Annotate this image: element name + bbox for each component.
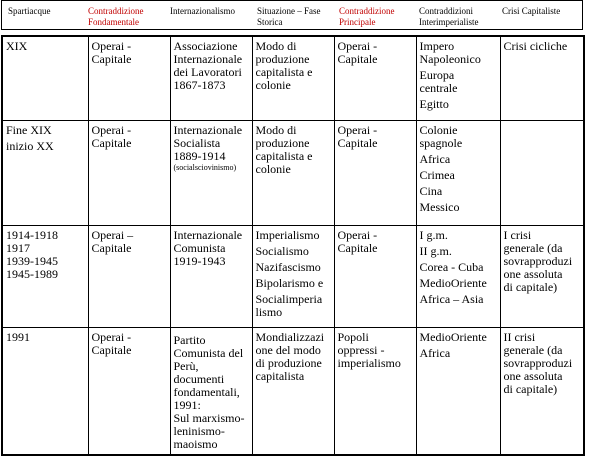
- header-contraddizioni-interimperialiste: [419, 6, 478, 28]
- cell-line: Capitale: [337, 52, 378, 66]
- cell-line: Perù, documenti: [173, 358, 225, 386]
- cell-line: imperialismo: [337, 355, 401, 370]
- header-line: Contraddizioni: [419, 6, 473, 16]
- cell-line: Messico: [419, 199, 460, 214]
- cell-line: Capitale: [91, 52, 132, 66]
- cell-line: colonie: [255, 161, 291, 176]
- cell-line: I g.m.: [419, 227, 448, 242]
- cell-line: Capitale: [91, 240, 132, 255]
- cell-line: 1939-1945: [6, 253, 58, 268]
- cell-interimperialist: [416, 36, 500, 120]
- cell-line: Europa: [419, 68, 455, 82]
- cell-line: one del modo: [255, 342, 321, 357]
- cell-line: Capitale: [337, 135, 378, 150]
- cell-principal: [334, 225, 416, 327]
- cell-note: (socialsciovinismo): [173, 162, 237, 172]
- cell-line: Internazionale: [173, 227, 243, 242]
- cell-line: Bipolarismo e: [255, 275, 324, 290]
- cell-line: Fine XIX: [6, 122, 52, 137]
- cell-line: Modo di: [255, 122, 297, 137]
- table-row: [2, 225, 584, 327]
- cell-situation: [252, 225, 334, 327]
- cell-line: di capitale): [503, 279, 558, 294]
- cell-line: dei Lavoratori: [173, 65, 242, 79]
- cell-line: Impero: [419, 39, 455, 53]
- cell-period: [2, 36, 88, 120]
- cell-principal: [334, 36, 416, 120]
- header-contraddizione-fondamentale: [88, 6, 144, 28]
- cell-line: MedioOriente: [419, 329, 487, 344]
- cell-fundamental: [88, 225, 170, 327]
- table-row: [2, 327, 584, 455]
- cell-crisis: [500, 225, 584, 327]
- header-line: Principale: [339, 17, 376, 27]
- cell-period: [2, 225, 88, 327]
- cell-line: produzione: [255, 135, 310, 150]
- cell-line: generale (da: [503, 342, 563, 357]
- cell-line: capitalista: [255, 368, 305, 383]
- cell-principal: [334, 120, 416, 225]
- cell-line: maoismo: [173, 436, 218, 451]
- header-line: Storica: [257, 17, 283, 27]
- cell-line: oppressi -: [337, 342, 385, 357]
- cell-crisis: [500, 36, 584, 120]
- cell-line: Partito: [173, 332, 206, 347]
- cell-line: Socialismo: [255, 243, 309, 258]
- header-crisi-capitaliste: Crisi Capitaliste: [502, 6, 561, 16]
- cell-crisis: [500, 120, 584, 225]
- cell-line: 1917: [6, 240, 30, 255]
- cell-line: Nazifascismo: [255, 259, 321, 274]
- cell-line: Operai -: [91, 329, 132, 344]
- cell-interimperialist: [416, 120, 500, 225]
- table-row: [2, 36, 584, 120]
- historical-table: [1, 35, 585, 456]
- cell-situation: [252, 327, 334, 455]
- cell-line: Comunista: [173, 240, 226, 255]
- cell-internationalism: [170, 327, 252, 455]
- cell-internationalism: [170, 36, 252, 120]
- cell-line: sovrapproduzi: [503, 355, 573, 370]
- cell-interimperialist: [416, 327, 500, 455]
- cell-line: Operai -: [337, 227, 378, 242]
- cell-line: Imperialismo: [255, 227, 320, 242]
- cell-line: spagnole: [419, 135, 463, 150]
- header-line: Fondamentale: [88, 17, 139, 27]
- cell-line: Associazione: [173, 39, 238, 53]
- cell-line: Capitale: [91, 135, 132, 150]
- cell-line: Napoleonico: [419, 52, 481, 66]
- cell-line: Internazionale: [173, 122, 243, 137]
- cell-line: Capitale: [91, 342, 132, 357]
- cell-line: 1991:: [173, 397, 201, 412]
- cell-line: generale (da: [503, 240, 563, 255]
- header-line: Situazione – Fase: [257, 6, 321, 16]
- cell-line: Egitto: [419, 97, 449, 111]
- cell-line: II g.m.: [419, 243, 452, 258]
- cell-line: Sul marxismo-: [173, 410, 245, 425]
- cell-internationalism: [170, 225, 252, 327]
- cell-line: one assoluta: [503, 368, 563, 383]
- cell-line: Africa: [419, 345, 451, 360]
- cell-fundamental: [88, 327, 170, 455]
- cell-line: I crisi: [503, 227, 532, 242]
- cell-line: inizio XX: [6, 138, 54, 153]
- cell-line: Internazionale: [173, 52, 243, 66]
- cell-line: leninismo-: [173, 423, 225, 438]
- cell-line: one assoluta: [503, 266, 563, 281]
- cell-line: Operai –: [91, 227, 134, 242]
- cell-line: Crimea: [419, 167, 455, 182]
- cell-situation: [252, 36, 334, 120]
- cell-period: [2, 120, 88, 225]
- cell-line: Socialista: [173, 135, 221, 150]
- cell-line: II crisi: [503, 329, 536, 344]
- cell-line: 1945-1989: [6, 266, 58, 281]
- cell-line: Corea - Cuba: [419, 259, 484, 274]
- cell-line: Africa: [419, 151, 451, 166]
- cell-line: colonie: [255, 78, 291, 92]
- cell-line: 1991: [6, 329, 30, 344]
- cell-line: Modo di: [255, 39, 297, 53]
- cell-line: MedioOriente: [419, 275, 487, 290]
- cell-line: Cina: [419, 183, 443, 198]
- header-situazione-fase: [257, 6, 321, 28]
- cell-line: 1919-1943: [173, 253, 226, 268]
- cell-line: 1867-1873: [173, 78, 226, 92]
- cell-line: Crisi cicliche: [503, 39, 568, 53]
- cell-line: lismo: [255, 304, 283, 319]
- header-line: Contraddizione: [88, 6, 144, 16]
- header-line: Contraddizione: [339, 6, 395, 16]
- header-internazionalismo: Internazionalismo: [170, 6, 235, 16]
- cell-line: Comunista del: [173, 345, 244, 360]
- cell-fundamental: [88, 36, 170, 120]
- cell-line: di capitale): [503, 381, 558, 396]
- cell-line: 1889-1914: [173, 148, 226, 163]
- cell-crisis: [500, 327, 584, 455]
- cell-line: Africa – Asia: [419, 291, 484, 306]
- cell-line: Operai -: [91, 122, 132, 137]
- cell-line: Capitale: [337, 240, 378, 255]
- cell-line: Operai -: [91, 39, 132, 53]
- cell-line: produzione: [255, 52, 310, 66]
- cell-interimperialist: [416, 225, 500, 327]
- cell-line: di produzione: [255, 355, 322, 370]
- cell-line: Operai -: [337, 39, 378, 53]
- column-header-bar: [1, 0, 583, 30]
- header-contraddizione-principale: [339, 6, 395, 28]
- cell-period: [2, 327, 88, 455]
- cell-line: Mondializzazi: [255, 329, 325, 344]
- cell-line: sovrapproduzi: [503, 253, 573, 268]
- header-spartiacque: Spartiacque: [8, 6, 51, 16]
- cell-line: XIX: [6, 39, 28, 53]
- cell-line: Colonie: [419, 122, 458, 137]
- cell-principal: [334, 327, 416, 455]
- table-row: [2, 120, 584, 225]
- cell-line: centrale: [419, 81, 458, 95]
- header-line: Interimperialiste: [419, 17, 479, 27]
- cell-line: fondamentali,: [173, 384, 240, 399]
- cell-internationalism: [170, 120, 252, 225]
- cell-fundamental: [88, 120, 170, 225]
- cell-line: capitalista e: [255, 65, 313, 79]
- cell-line: Operai -: [337, 122, 378, 137]
- cell-line: Socialimperia: [255, 291, 323, 306]
- cell-situation: [252, 120, 334, 225]
- cell-line: 1914-1918: [6, 227, 58, 242]
- cell-line: capitalista e: [255, 148, 313, 163]
- cell-line: Popoli: [337, 329, 369, 344]
